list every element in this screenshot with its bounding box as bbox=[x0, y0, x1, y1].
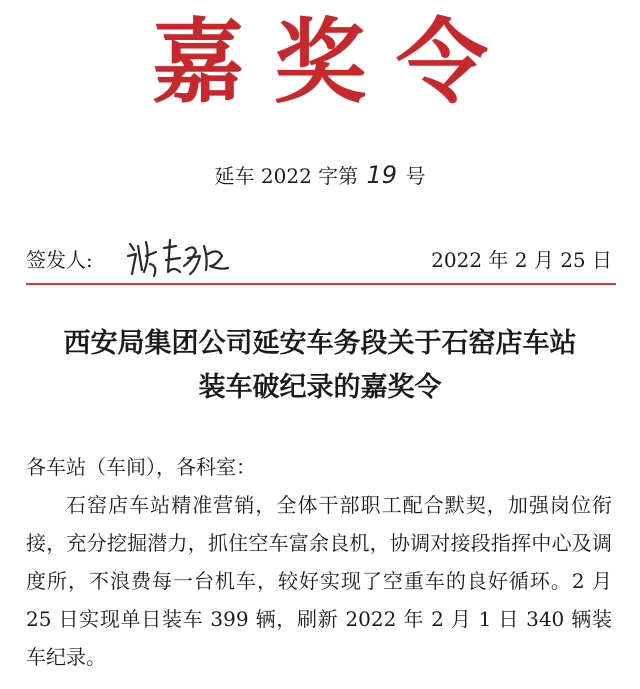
handwritten-signature bbox=[124, 236, 234, 282]
issuer-label: 签发人: bbox=[26, 248, 93, 272]
document-header-title: 嘉奖令 bbox=[151, 8, 518, 116]
document-number-prefix: 延车 2022 字第 bbox=[214, 164, 359, 188]
body-paragraph: 石窑店车站精准营销，全体干部职工配合默契，加强岗位衔接，充分挖掘潜力，抓住空车富余良机，协调对接段指挥中心及调度所，不浪费每一台机车，较好实现了空重车的良好循环。2 月 25 日实现单日装车 399 辆，刷新 2022 年 2 月 1 日 340 辆装车纪录。 bbox=[26, 493, 612, 669]
salutation: 各车站（车间），各科室： bbox=[26, 455, 256, 479]
red-divider-line bbox=[26, 283, 616, 285]
document-title-line-1: 西安局集团公司延安车务段关于石窑店车站 bbox=[63, 328, 577, 359]
issuer-row bbox=[26, 244, 612, 276]
document-number bbox=[0, 160, 640, 191]
document-title-line-2: 装车破纪录的嘉奖令 bbox=[198, 372, 442, 403]
document-number-suffix: 号 bbox=[405, 164, 426, 188]
document-title bbox=[0, 322, 640, 410]
document-number-value: 19 bbox=[366, 161, 398, 189]
issue-date: 2022 年 2 月 25 日 bbox=[431, 248, 612, 272]
